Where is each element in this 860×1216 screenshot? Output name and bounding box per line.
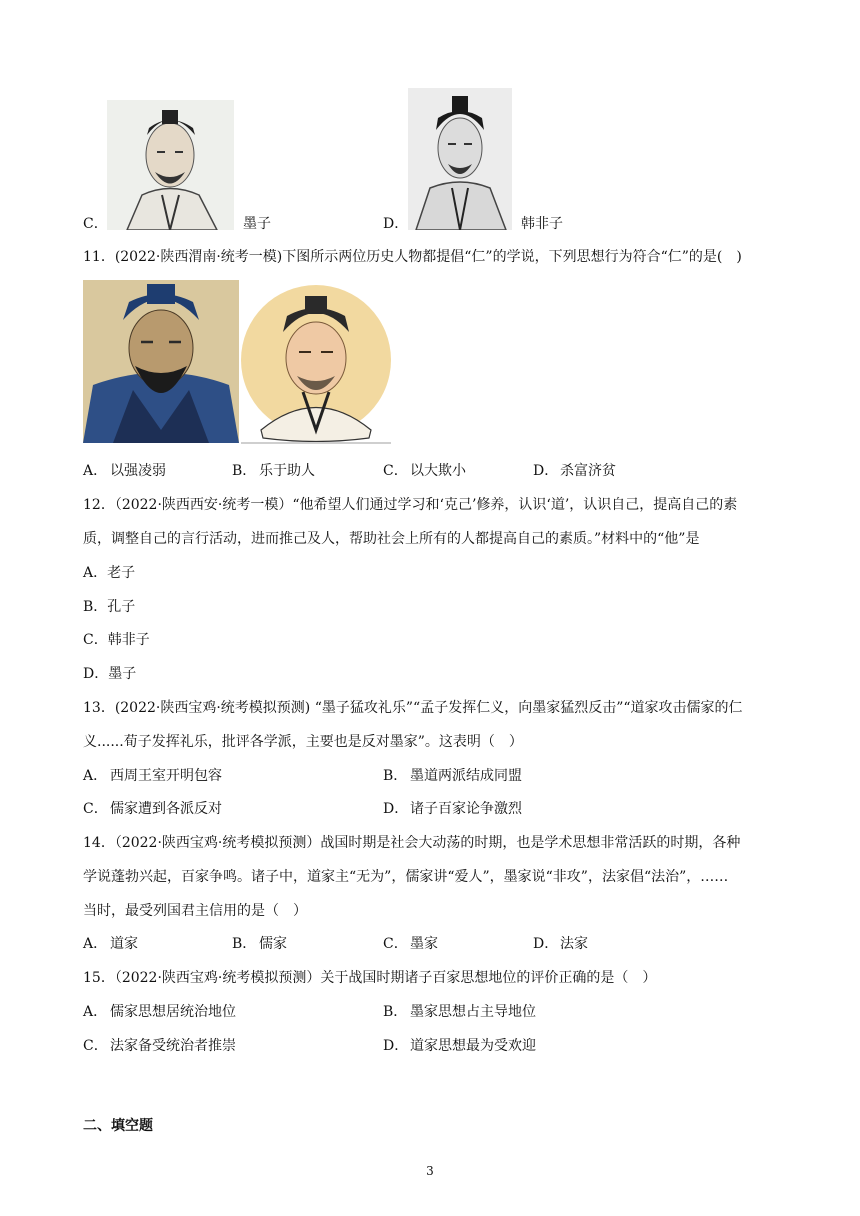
q14-option-c-text: 墨家 (410, 936, 438, 952)
q12-option-d (83, 664, 136, 684)
portrait-mencius-image (241, 280, 391, 443)
q15-option-a-text: 儒家思想居统治地位 (110, 1004, 236, 1020)
q12-option-a-letter: A． (83, 565, 108, 581)
q11-option-a-letter: A． (83, 463, 108, 479)
q11-option-b-letter: B． (232, 463, 257, 479)
q12-option-c (83, 630, 150, 650)
q15-stem: 15．（2022·陕西宝鸡·统考模拟预测）关于战国时期诸子百家思想地位的评价正确的是（ ） (83, 970, 657, 986)
q14-option-c-letter: C． (383, 936, 408, 952)
q15-option-b-text: 墨家思想占主导地位 (410, 1004, 536, 1020)
q12-option-c-text: 韩非子 (107, 632, 150, 648)
q15-option-d-letter: D． (383, 1038, 409, 1054)
q11-option-c-text: 以大欺小 (410, 463, 466, 479)
q12-option-b-text: 孔子 (107, 599, 136, 615)
q13-option-c-letter: C． (83, 801, 108, 817)
portrait-mozi-image (107, 100, 234, 230)
q11-option-b-text: 乐于助人 (259, 463, 315, 479)
q15-option-d-text: 道家思想最为受欢迎 (410, 1038, 536, 1054)
q11-option-d-letter: D． (533, 463, 559, 479)
q15-option-c-letter: C． (83, 1038, 108, 1054)
q13-option-a-letter: A． (83, 768, 108, 784)
q13-option-b-letter: B． (383, 768, 408, 784)
q13-option-b-text: 墨道两派结成同盟 (410, 768, 522, 784)
q14-option-d-letter: D． (533, 936, 559, 952)
portrait-hanfeizi-image (408, 88, 512, 230)
section-heading: 二、填空题 (83, 1118, 153, 1134)
q13-option-d-text: 诸子百家论争激烈 (410, 801, 522, 817)
q12-option-c-letter: C． (83, 632, 108, 648)
q14-option-a-text: 道家 (110, 936, 138, 952)
q12-option-b (83, 597, 135, 617)
q13-option-c-text: 儒家遭到各派反对 (110, 801, 222, 817)
q10-option-c-text: 墨子 (243, 216, 271, 232)
q12-option-a (83, 563, 135, 583)
q13-option-a-text: 西周王室开明包容 (110, 768, 222, 784)
q15-option-c-text: 法家备受统治者推崇 (110, 1038, 236, 1054)
q10-option-c-letter: C． (83, 216, 108, 232)
portrait-confucius-image (83, 280, 239, 443)
q10-option-d-letter: D． (383, 216, 409, 232)
page-number: 3 (426, 1164, 434, 1178)
image-baseline-divider (241, 442, 391, 444)
q14-option-b-text: 儒家 (259, 936, 287, 952)
q14-stem-line3: 当时，最受列国君主信用的是（ ） (83, 903, 307, 919)
q14-option-a-letter: A． (83, 936, 108, 952)
q14-stem-line1: 14．（2022·陕西宝鸡·统考模拟预测）战国时期是社会大动荡的时期，也是学术思想非常活跃的时期，各种 (83, 835, 741, 851)
q12-option-b-letter: B． (83, 599, 108, 615)
q12-stem-line1: 12．（2022·陕西西安·统考一模）“他希望人们通过学习和‘克己’修养，认识‘道’，认识自己，提高自己的素 (83, 497, 738, 513)
q15-option-a-letter: A． (83, 1004, 108, 1020)
q11-option-a-text: 以强凌弱 (110, 463, 166, 479)
q14-option-b-letter: B． (232, 936, 257, 952)
q13-option-d-letter: D． (383, 801, 409, 817)
q13-stem-line2: 义......荀子发挥礼乐，批评各学派，主要也是反对墨家”。这表明（ ） (83, 734, 523, 750)
q11-option-c-letter: C． (383, 463, 408, 479)
q12-stem-line2: 质，调整自己的言行活动，进而推己及人，帮助社会上所有的人都提高自己的素质。”材料中的“他”是 (83, 531, 700, 547)
q12-option-d-text: 墨子 (108, 666, 137, 682)
q14-stem-line2: 学说蓬勃兴起，百家争鸣。诸子中，道家主“无为”，儒家讲“爱人”，墨家说“非攻”，法家倡“法治”，…… (83, 869, 729, 885)
q11-stem: 11．(2022·陕西渭南·统考一模)下图所示两位历史人物都提倡“仁”的学说，下列思想行为符合“仁”的是( ) (83, 249, 742, 265)
q12-option-d-letter: D． (83, 666, 109, 682)
q12-option-a-text: 老子 (107, 565, 136, 581)
q13-stem-line1: 13．(2022·陕西宝鸡·统考模拟预测) “墨子猛攻礼乐”“孟子发挥仁义，向墨家猛烈反击”“道家攻击儒家的仁 (83, 700, 743, 716)
q15-option-b-letter: B． (383, 1004, 408, 1020)
q11-option-d-text: 杀富济贫 (560, 463, 616, 479)
q14-option-d-text: 法家 (560, 936, 588, 952)
q10-option-d-text: 韩非子 (521, 216, 563, 232)
